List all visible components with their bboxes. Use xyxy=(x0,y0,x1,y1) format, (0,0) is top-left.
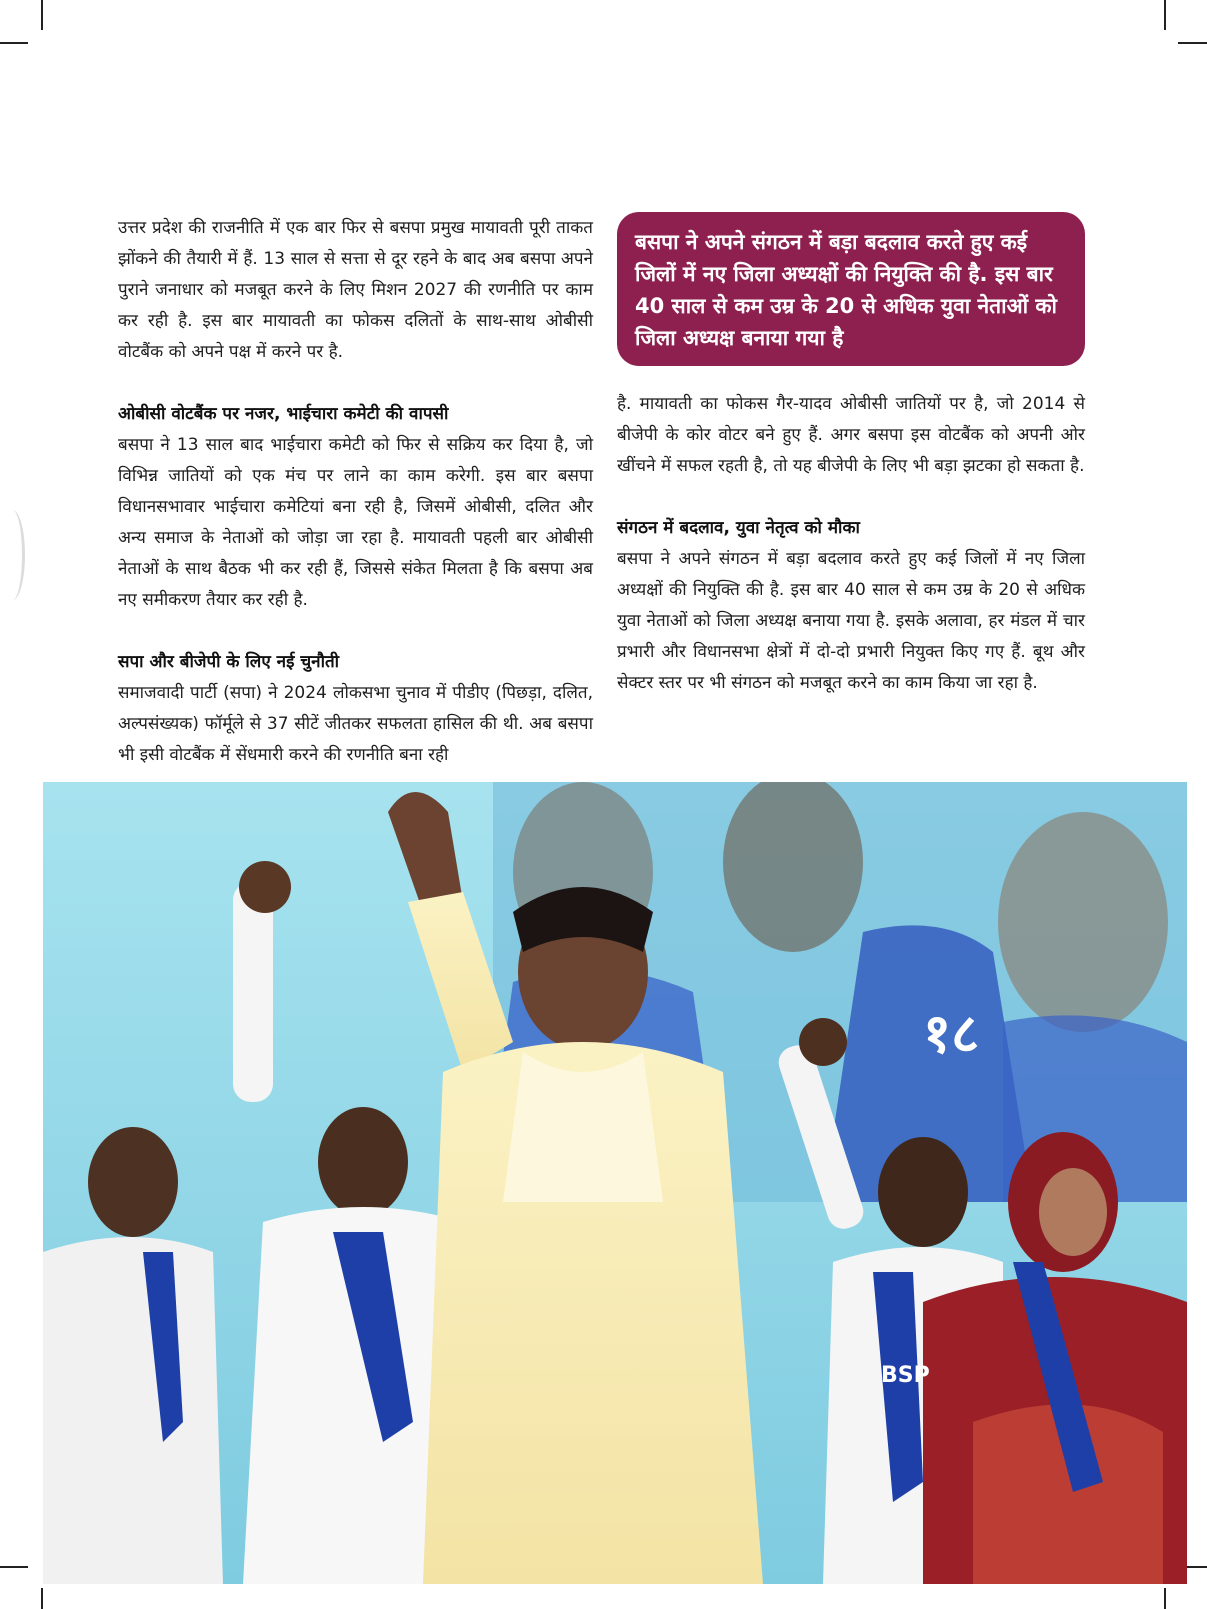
backdrop-face xyxy=(998,812,1168,1032)
central-dupatta xyxy=(503,1052,663,1202)
pullquote-text: बसपा ने अपने संगठन में बड़ा बदलाव करते हुए कई जिलों में नए जिला अध्यक्षों की नियुक्ति की है. इस बार 40 साल से कम उम्र के 20 से अधिक युवा नेताओं को जिला अध्यक्ष बनाया गया है xyxy=(635,230,1057,350)
section3-paragraph: बसपा ने अपने संगठन में बड़ा बदलाव करते हुए कई जिलों में नए जिला अध्यक्षों की नियुक्ति की है. इस बार 40 साल से कम उम्र के 20 से अधिक युवा नेताओं को जिला अध्यक्ष बनाया गया है. इसके अलावा, हर मंडल में चार प्रभारी और विधानसभा क्षेत्रों में दो-दो प्रभारी नियुक्त किए गए हैं. बूथ और सेक्टर स्तर पर भी संगठन को मजबूत करने का काम किया जा रहा है. xyxy=(617,549,1085,693)
scarf-label: BSP xyxy=(881,1363,930,1388)
backdrop-number: १८ xyxy=(923,1002,980,1065)
section1-paragraph: बसपा ने 13 साल बाद भाईचारा कमेटी को फिर से सक्रिय कर दिया है, जो विभिन्न जातियों को एक मंच पर लाने का काम करेगी. इस बार बसपा विधानसभावार भाईचारा कमेटियां बना रही है, जिसमें ओबीसी, दलित और अन्य समाज के नेताओं को जोड़ा जा रहा है. मायावती पहली बार ओबीसी नेताओं के साथ बैठक भी कर रही हैं, जिससे संकेत मिलता है कि बसपा अब नए समीकरण तैयार कर रही है. xyxy=(118,435,593,610)
man-shirt xyxy=(43,1237,223,1584)
crop-mark xyxy=(1178,42,1207,44)
woman-face xyxy=(1039,1168,1107,1256)
left-column xyxy=(118,213,593,771)
page-curl-shadow xyxy=(0,510,25,600)
rally-photo-illustration xyxy=(43,782,1187,1584)
section3-heading: संगठन में बदलाव, युवा नेतृत्व को मौका xyxy=(617,518,860,538)
section2-heading: सपा और बीजेपी के लिए नई चुनौती xyxy=(118,652,340,672)
crop-mark xyxy=(0,42,28,44)
section2-paragraph: समाजवादी पार्टी (सपा) ने 2024 लोकसभा चुनाव में पीडीए (पिछड़ा, दलित, अल्पसंख्यक) फॉर्मूले से 37 सीटें जीतकर सफलता हासिल की थी. अब बसपा भी इसी वोटबैंक में सेंधमारी करने की रणनीति बना रही xyxy=(118,683,593,765)
crop-mark xyxy=(0,1566,28,1568)
section1-heading: ओबीसी वोटबैंक पर नजर, भाईचारा कमेटी की वापसी xyxy=(118,404,449,424)
rally-photo xyxy=(43,782,1187,1584)
man-head xyxy=(88,1127,178,1237)
right-column xyxy=(617,389,1085,699)
crop-mark xyxy=(41,1588,43,1609)
man-head xyxy=(318,1107,408,1217)
raised-fist xyxy=(799,1018,847,1066)
intro-paragraph: उत्तर प्रदेश की राजनीति में एक बार फिर से बसपा प्रमुख मायावती पूरी ताकत झोंकने की तैयारी में हैं. 13 साल से सत्ता से दूर रहने के बाद अब बसपा अपने पुराने जनाधार को मजबूत करने के लिए मिशन 2027 की रणनीति पर काम कर रही है. इस बार मायावती का फोकस दलितों के साथ-साथ ओबीसी वोटबैंक को अपने पक्ष में करने पर है. xyxy=(118,218,593,362)
crop-mark xyxy=(41,0,43,30)
raised-fist xyxy=(239,861,291,913)
pullquote-box xyxy=(617,212,1085,366)
raised-arm xyxy=(233,882,273,1102)
crop-mark xyxy=(1164,0,1166,30)
section2-continuation: है. मायावती का फोकस गैर-यादव ओबीसी जातियों पर है, जो 2014 से बीजेपी के कोर वोटर बने हुए हैं. अगर बसपा इस वोटबैंक को अपनी ओर खींचने में सफल रहती है, तो यह बीजेपी के लिए भी बड़ा झटका हो सकता है. xyxy=(617,394,1085,476)
man-head xyxy=(878,1137,968,1247)
crop-mark xyxy=(1164,1588,1166,1609)
